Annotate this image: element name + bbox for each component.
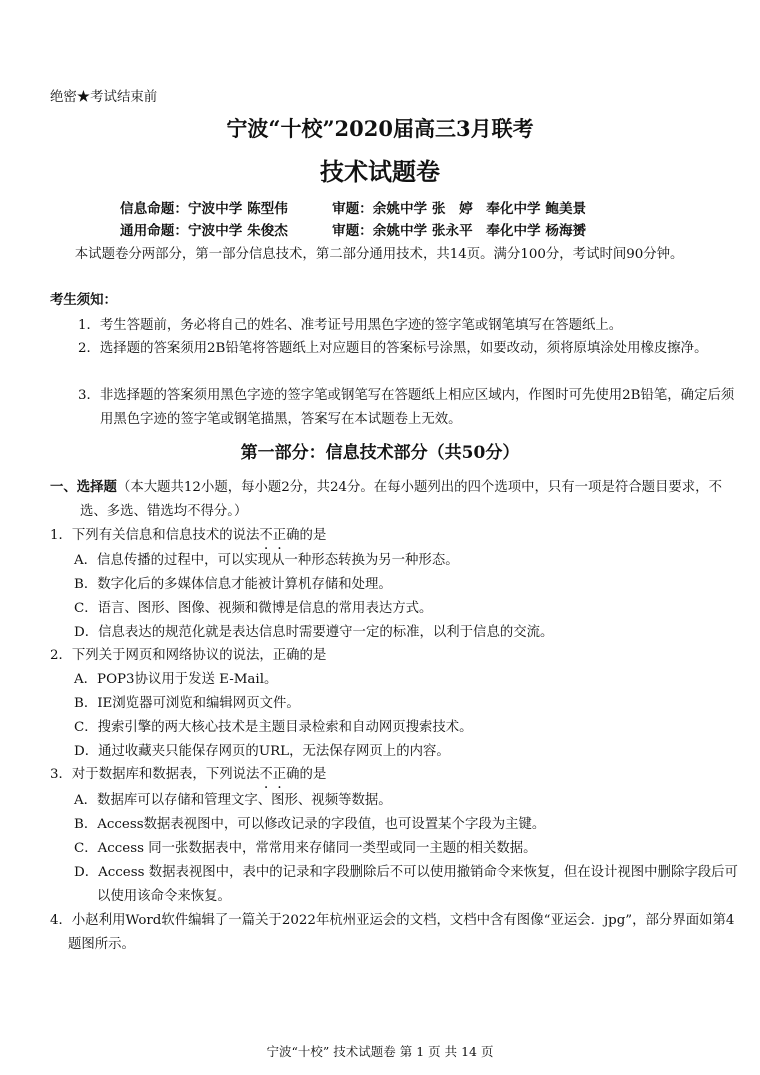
- question-stem-end: 确的是: [286, 767, 327, 782]
- option-b: B．IE浏览器可浏览和编辑网页文件。: [74, 696, 300, 711]
- notice-item: 3．非选择题的答案须用黑色字迹的签字笔或钢笔写在答题纸上相应区域内，作图时可先使用2B铅笔，确定后须用黑色字迹的签字笔或钢笔描黑，答案写在本试题卷上无效。: [78, 388, 735, 427]
- part-text: （本大题共12小题，每小题2分，共24分。在每小题列出的四个选项中，只有一项是符合题目要求，不选、多选、错选均不得分。）: [80, 480, 722, 519]
- credits-line-general: [120, 220, 680, 244]
- option-d: D．信息表达的规范化就是表达信息时需要遵守一定的标准，以利于信息的交流。: [74, 625, 554, 640]
- option-b: B．Access数据表视图中，可以修改记录的字段值，也可设置某个字段为主键。: [74, 817, 546, 832]
- emphasis-char: 不: [259, 528, 273, 543]
- option-a: A．POP3协议用于发送 E-Mail。: [74, 672, 278, 687]
- part-label: 一、选择题: [50, 479, 117, 495]
- option-d: D．通过收藏夹只能保存网页的URL，无法保存网页上的内容。: [74, 744, 450, 759]
- question-4: 4．小赵利用Word软件编辑了一篇关于2022年杭州亚运会的文档，文档中含有图像“亚运会．jpg”，部分界面如第4题图所示。: [50, 913, 735, 952]
- intro-paragraph: 本试题卷分两部分，第一部分信息技术，第二部分通用技术，共14页。满分100分，考试时间90分钟。: [74, 247, 684, 262]
- credits-reviewer: 审题：余姚中学 张 婷 奉化中学 鲍美景: [332, 201, 587, 217]
- confidential-label: 绝密★考试结束前: [50, 90, 158, 105]
- option-a: A．信息传播的过程中，可以实现从一种形态转换为另一种形态。: [74, 553, 459, 568]
- exam-title: 宁波“十校”2020届高三3月联考: [226, 116, 534, 141]
- option-a: A．数据库可以存储和管理文字、图形、视频等数据。: [74, 793, 392, 808]
- question-1: [50, 524, 718, 548]
- exam-subtitle: 技术试题卷: [320, 157, 440, 186]
- option-c: C．语言、图形、图像、视频和微博是信息的常用表达方式。: [74, 601, 433, 616]
- credits-author: 信息命题：宁波中学 陈型伟: [120, 201, 288, 217]
- page-footer: 宁波“十校” 技术试题卷 第 1 页 共 14 页: [266, 1044, 494, 1059]
- option-c: C．Access 同一张数据表中，常常用来存储同一类型或同一主题的相关数据。: [74, 841, 537, 856]
- notice-item: 1．考生答题前，务必将自己的姓名、准考证号用黑色字迹的签字笔或钢笔填写在答题纸上。: [78, 318, 623, 333]
- option-c: C．搜索引擎的两大核心技术是主题目录检索和自动网页搜索技术。: [74, 720, 473, 735]
- option-b: B．数字化后的多媒体信息才能被计算机存储和处理。: [74, 577, 392, 592]
- credits-author: 通用命题：宁波中学 朱俊杰: [120, 223, 288, 239]
- section-title: 第一部分：信息技术部分（共50分）: [240, 443, 520, 463]
- question-stem: 1．下列有关信息和信息技术的说法: [50, 528, 260, 543]
- question-2: 2．下列关于网页和网络协议的说法，正确的是: [50, 648, 327, 663]
- notice-item: 2．选择题的答案须用2B铅笔将答题纸上对应题目的答案标号涂黑，如要改动，须将原填涂处用橡皮擦净。: [78, 341, 708, 356]
- emphasis-char: 正: [272, 767, 287, 782]
- option-d: D．Access 数据表视图中，表中的记录和字段删除后不可以使用撤销命令来恢复，但在设计视图中删除字段后可以使用该命令来恢复。: [74, 865, 738, 904]
- part-instructions: [50, 476, 748, 523]
- credits-reviewer: 审题：余姚中学 张永平 奉化中学 杨海赟: [332, 223, 587, 239]
- question-3: [50, 763, 718, 787]
- emphasis-char: 正: [272, 528, 287, 543]
- question-stem-end: 确的是: [286, 528, 327, 543]
- question-stem: 3．对于数据库和数据表，下列说法: [50, 767, 260, 782]
- credits-line-info: [120, 198, 680, 222]
- notice-heading: 考生须知：: [50, 292, 117, 308]
- emphasis-char: 不: [259, 767, 273, 782]
